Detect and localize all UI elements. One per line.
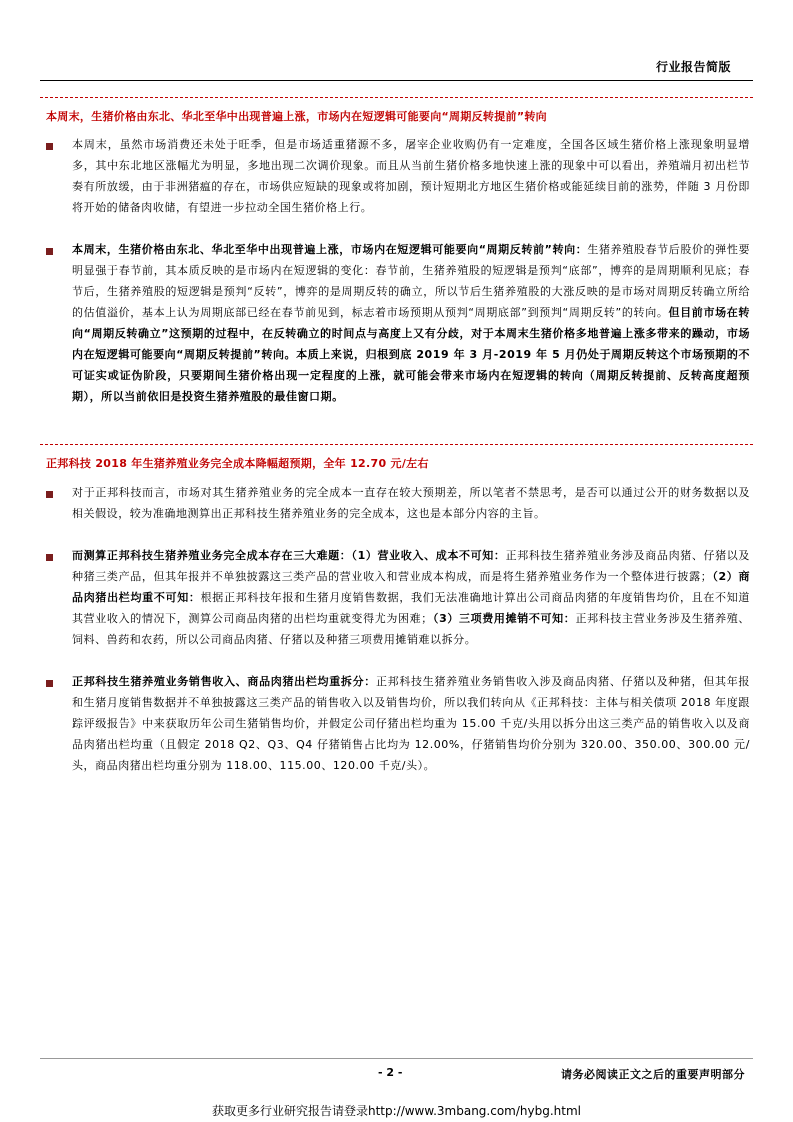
footer-disclaimer: 请务必阅读正文之后的重要声明部分 [561,1068,745,1081]
paragraph-3 [72,482,750,524]
paragraph-4-subhead-2: （2）商品肉猪出栏均重不可知： [72,570,750,604]
paragraph-2-text: 生猪养殖股春节后股价的弹性要明显强于春节前，其本质反映的是市场内在短逻辑的变化：春节前，生猪养殖股的短逻辑是预判“底部”，博弈的是周期顺利见底；春节后，生猪养殖股的短逻辑是预判“反转”，博弈的是周期反转的确立，所以节后生猪养殖股的大涨反映的是市场对周期反转确立所给的估值溢价，基本上认为周期底部已经在春节前见到，标志着市场预期从预判“周期底部”到预判“周期反转”的转向。 [72,243,750,319]
paragraph-4-text-2: 根据正邦科技年报和生猪月度销售数据，我们无法准确地计算出公司商品肉猪的年度销售均价，且在不知道其营业收入的情况下，测算公司商品肉猪的出栏均重就变得尤为困难； [72,591,750,625]
paragraph-2-lead: 本周末，生猪价格由东北、华北至华中出现普遍上涨，市场内在短逻辑可能要向“周期反转前”转向： [72,243,588,256]
promo-link[interactable]: 获取更多行业研究报告请登录http://www.3mbang.com/hybg.html [211,1104,581,1118]
paragraph-2-emphasis: 但目前市场在转向“周期反转确立”这预期的过程中，在反转确立的时间点与高度上又有分歧，对于本周末生猪价格多地普遍上涨多带来的躁动，市场内在短逻辑可能要向“周期反转提前”转向。本质上来说，归根到底 2019 年 3 月-2019 年 5 月仍处于周期反转这个市场预期的不可证实或证伪阶段，只要期间生猪价格出现一定程度的上涨，就可能会带来市场内在短逻辑的转向（周期反转提前、反转高度超预期），所以当前依旧是投资生猪养殖股的最佳窗口期。 [72,306,750,403]
page-number: - 2 - [378,1066,403,1079]
paragraph-4-lead: 而测算正邦科技生猪养殖业务完全成本存在三大难题：（1）营业收入、成本不可知： [72,549,506,562]
bullet-5 [46,680,53,687]
footer-rule [40,1058,753,1059]
paragraph-5-lead: 正邦科技生猪养殖业务销售收入、商品肉猪出栏均重拆分： [72,675,376,688]
header-rule [40,80,753,81]
section-title-2: 正邦科技 2018 年生猪养殖业务完全成本降幅超预期，全年 12.70 元/左右 [46,457,429,470]
paragraph-4-text: 正邦科技生猪养殖业务涉及商品肉猪、仔猪以及种猪三类产品，但其年报并不单独披露这三类产品的营业收入和营业成本构成，而是将生猪养殖业务作为一个整体进行披露； [72,549,750,583]
section-divider-2 [40,444,753,445]
bullet-2 [46,248,53,255]
section-title-1: 本周末，生猪价格由东北、华北至华中出现普遍上涨，市场内在短逻辑可能要向“周期反转提前”转向 [46,110,547,123]
paragraph-5 [72,671,750,776]
paragraph-2 [72,239,750,407]
paragraph-4-text-3: 正邦科技主营业务涉及生猪养殖、饲料、兽药和农药，所以公司商品肉猪、仔猪以及种猪三项费用摊销难以拆分。 [72,612,750,646]
paragraph-4 [72,545,750,650]
paragraph-1 [72,134,750,218]
header-label: 行业报告简版 [655,60,731,74]
bullet-1 [46,143,53,150]
paragraph-5-text: 正邦科技生猪养殖业务销售收入涉及商品肉猪、仔猪以及种猪，但其年报和生猪月度销售数据并不单独披露这三类产品的销售收入以及销售均价，所以我们转向从《正邦科技：主体与相关债项 2018 年度跟踪评级报告》中来获取历年公司生猪销售均价，并假定公司仔猪出栏均重为 15.00 千克/头用以拆分出这三类产品的销售收入以及商品肉猪出栏均重（且假定 2018 Q2、Q3、Q4 仔猪销售占比均为 12.00%，仔猪销售均价分别为 320.00、350.00、300.00 元/头，商品肉猪出栏均重分别为 118.00、115.00、120.00 千克/头）。 [72,675,750,772]
paragraph-3-text: 对于正邦科技而言，市场对其生猪养殖业务的完全成本一直存在较大预期差，所以笔者不禁思考，是否可以通过公开的财务数据以及相关假设，较为准确地测算出正邦科技生猪养殖业务的完全成本，这也是本部分内容的主旨。 [72,486,750,520]
paragraph-1-text: 本周末，虽然市场消费还未处于旺季，但是市场适重猪源不多，屠宰企业收购仍有一定难度，全国各区域生猪价格上涨现象明显增多，其中东北地区涨幅尤为明显，多地出现二次调价现象。而且从当前生猪价格多地快速上涨的现象中可以看出，养殖端月初出栏节奏有所放缓，由于非洲猪瘟的存在，市场供应短缺的现象或将加剧，预计短期北方地区生猪价格或能延续目前的涨势，伴随 3 月份即将开始的储备肉收储，有望进一步拉动全国生猪价格上行。 [72,138,750,214]
paragraph-4-subhead-3: （3）三项费用摊销不可知： [432,612,576,625]
bullet-3 [46,491,53,498]
bullet-4 [46,554,53,561]
section-divider-1 [40,97,753,98]
